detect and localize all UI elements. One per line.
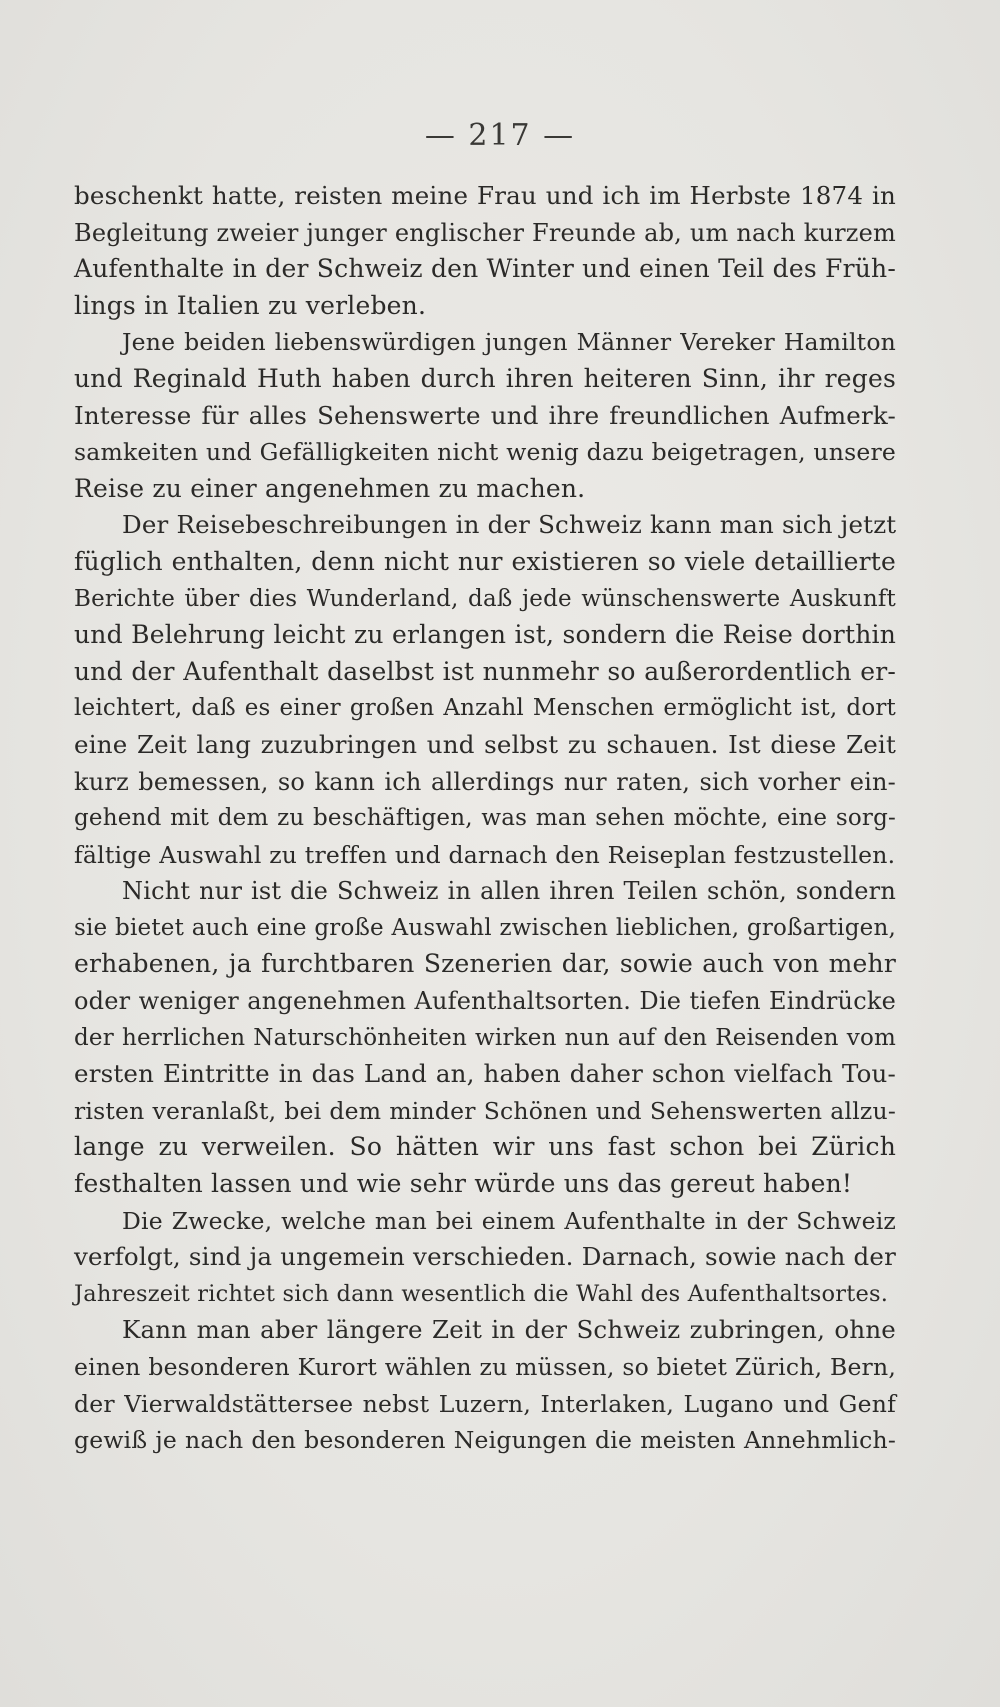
text-line: Aufenthalte in der Schweiz den Winter und einen Teil des Früh- [74, 254, 896, 284]
text-line: Der Reisebeschreibungen in der Schweiz kann man sich jetzt [122, 510, 897, 540]
text-line: Berichte über dies Wunderland, daß jede wünschenswerte Auskunft [74, 585, 896, 612]
text-line: lange zu verweilen. So hätten wir uns fast schon bei Zürich [74, 1132, 896, 1162]
text-line: der herrlichen Naturschönheiten wirken nun auf den Reisenden vom [74, 1024, 896, 1051]
paragraph [74, 178, 896, 324]
text-line: sie bietet auch eine große Auswahl zwischen lieblichen, großartigen, [74, 914, 896, 941]
text-line: Die Zwecke, welche man bei einem Aufenthalte in der Schweiz [122, 1206, 896, 1235]
text-line: beschenkt hatte, reisten meine Frau und ich im Herbste 1874 in [74, 181, 896, 210]
paragraph [74, 324, 896, 507]
text-line: füglich enthalten, denn nicht nur existieren so viele detaillierte [74, 546, 896, 576]
page-number: — 217 — [424, 118, 576, 153]
paragraph [74, 1203, 896, 1313]
text-line: risten veranlaßt, bei dem minder Schönen und Sehenswerten allzu- [74, 1096, 896, 1125]
text-line: Kann man aber längere Zeit in der Schweiz zubringen, ohne [122, 1315, 896, 1345]
text-line: der Vierwaldstättersee nebst Luzern, Interlaken, Lugano und Genf [74, 1389, 896, 1418]
text-line: Nicht nur ist die Schweiz in allen ihren Teilen schön, sondern [122, 877, 896, 906]
paragraph [74, 507, 896, 873]
paragraph [74, 1312, 896, 1458]
text-line: und der Aufenthalt daselbst ist nunmehr so außerordentlich er- [74, 656, 896, 686]
text-line: fältige Auswahl zu treffen und darnach den Reiseplan festzustellen. [74, 840, 896, 869]
body-text [74, 178, 896, 1459]
text-line: Begleitung zweier junger englischer Freunde ab, um nach kurzem [74, 218, 896, 247]
text-line: gehend mit dem zu beschäftigen, was man sehen möchte, eine sorg- [74, 805, 896, 832]
text-line: erhabenen, ja furchtbaren Szenerien dar, sowie auch von mehr [74, 949, 896, 979]
text-line: Jahreszeit richtet sich dann wesentlich die Wahl des Aufenthaltsortes. [74, 1280, 889, 1307]
text-line: Reise zu einer angenehmen zu machen. [74, 473, 586, 503]
text-line: lings in Italien zu verleben. [74, 290, 427, 320]
text-line: ersten Eintritte in das Land an, haben daher schon vielfach Tou- [74, 1059, 896, 1089]
text-line: und Belehrung leicht zu erlangen ist, sondern die Reise dorthin [74, 620, 896, 650]
text-line: Interesse für alles Sehenswerte und ihre freundlichen Aufmerk- [74, 400, 896, 430]
text-line: samkeiten und Gefälligkeiten nicht wenig dazu beigetragen, unsere [74, 438, 896, 467]
text-line: kurz bemessen, so kann ich allerdings nur raten, sich vorher ein- [74, 767, 896, 796]
text-line: einen besonderen Kurort wählen zu müssen, so bietet Zürich, Bern, [74, 1353, 896, 1381]
text-line: Jene beiden liebenswürdigen jungen Männer Vereker Hamilton [122, 328, 896, 357]
text-line: eine Zeit lang zuzubringen und selbst zu schauen. Ist diese Zeit [74, 729, 896, 759]
paragraph [74, 873, 896, 1202]
text-line: gewiß je nach den besonderen Neigungen die meisten Annehmlich- [74, 1426, 896, 1455]
text-line: oder weniger angenehmen Aufenthaltsorten. Die tiefen Eindrücke [74, 987, 896, 1016]
text-line: festhalten lassen und wie sehr würde uns das gereut haben! [74, 1169, 853, 1199]
text-line: leichtert, daß es einer großen Anzahl Menschen ermöglicht ist, dort [74, 695, 896, 722]
text-line: und Reginald Huth haben durch ihren heiteren Sinn, ihr reges [74, 363, 896, 393]
text-line: verfolgt, sind ja ungemein verschieden. Darnach, sowie nach der [74, 1242, 896, 1272]
